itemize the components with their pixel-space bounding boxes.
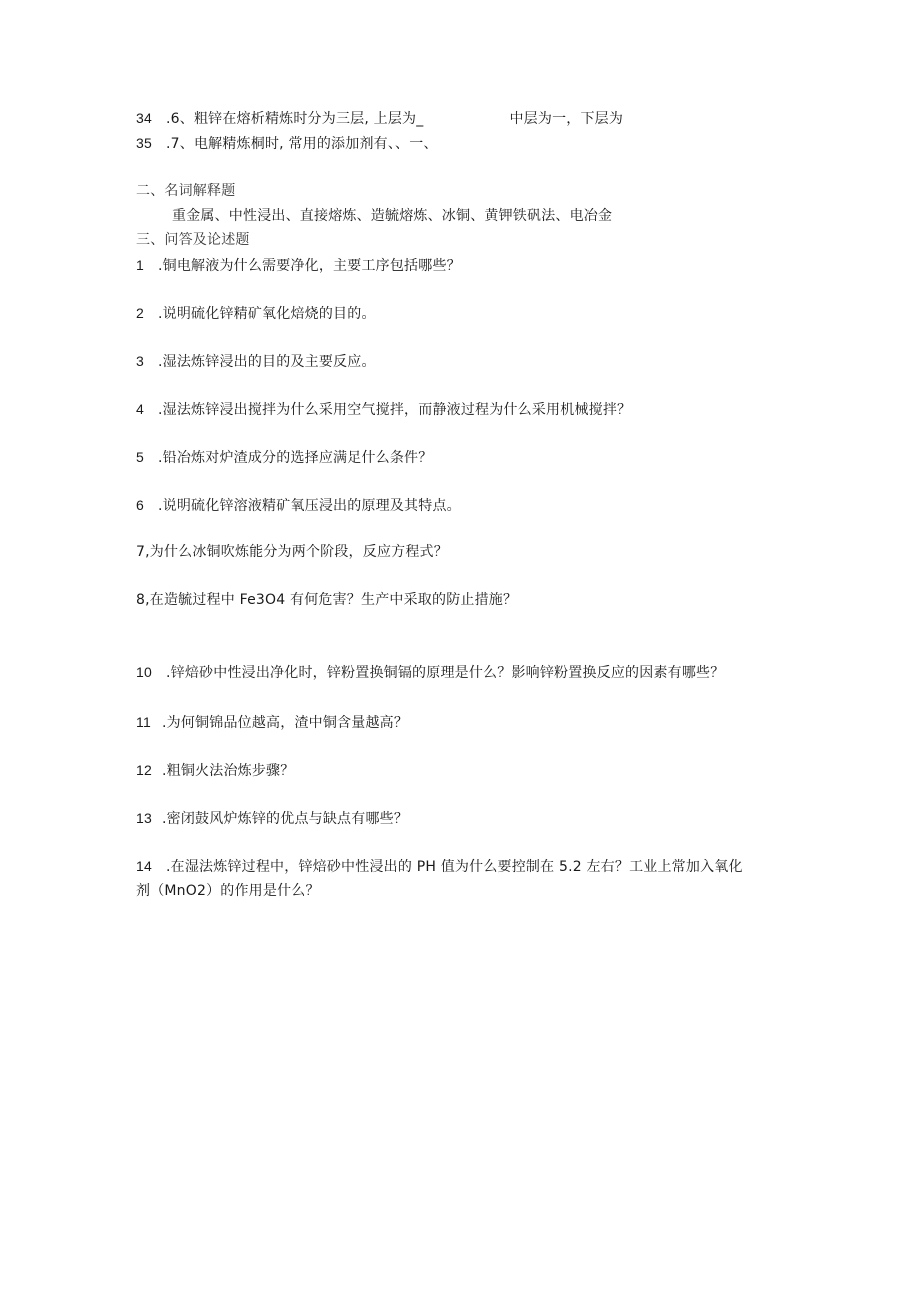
- question-text: .6、粗锌在熔析精炼时分为三层, 上层为_: [166, 111, 424, 127]
- section-heading-definitions: 二、名词解释题: [136, 183, 236, 199]
- question-text: .锌焙砂中性浸出净化时，锌粉置换铜镉的原理是什么？影响锌粉置换反应的因素有哪些？: [166, 665, 725, 681]
- question-text: .7、电解精炼桐时, 常用的添加剂有、、一、: [166, 136, 438, 152]
- question-number: 35: [136, 135, 152, 151]
- question-text: .说明硫化锌溶液精矿氧压浸出的原理及其特点。: [158, 498, 461, 514]
- question-number: 6: [136, 497, 144, 513]
- question-35: [136, 134, 438, 153]
- question-7: [136, 543, 448, 561]
- question-1: [136, 256, 461, 275]
- question-text: .密闭鼓风炉炼锌的优点与缺点有哪些？: [162, 811, 409, 827]
- question-number: 4: [136, 401, 144, 417]
- question-text-continued: 中层为一，下层为: [509, 111, 624, 127]
- question-2: [136, 304, 376, 323]
- question-number: 10: [136, 664, 152, 680]
- question-13: [136, 809, 408, 828]
- question-number: 2: [136, 305, 144, 321]
- question-4: [136, 400, 631, 419]
- question-8: [136, 591, 517, 609]
- question-text: .湿法炼锌浸出搅拌为什么采用空气搅拌，而静液过程为什么采用机械搅拌？: [158, 402, 632, 418]
- question-5: [136, 448, 432, 467]
- question-10: [136, 663, 724, 682]
- section-heading-questions: 三、问答及论述题: [136, 232, 250, 248]
- question-number: 1: [136, 257, 144, 273]
- question-number: 13: [136, 810, 152, 826]
- question-14: [136, 857, 743, 876]
- question-text: 8,在造毓过程中 Fe3O4 有何危害？生产中采取的防止措施？: [136, 592, 518, 608]
- question-34: [136, 109, 623, 128]
- question-text: .铜电解液为什么需要净化，主要工序包括哪些？: [158, 258, 461, 274]
- question-3: [136, 352, 376, 371]
- question-12: [136, 761, 294, 780]
- question-number: 5: [136, 449, 144, 465]
- definition-terms: 重金属、中性浸出、直接熔炼、造毓熔炼、冰铜、黄钾铁矾法、电冶金: [172, 208, 613, 224]
- question-number: 34: [136, 110, 152, 126]
- question-text: .粗铜火法治炼步骤？: [162, 763, 295, 779]
- question-number: 11: [136, 714, 151, 730]
- question-text: .铅冶炼对炉渣成分的选择应满足什么条件？: [158, 450, 433, 466]
- question-6: [136, 496, 461, 515]
- question-number: 14: [136, 858, 152, 874]
- question-text: .说明硫化锌精矿氧化焙烧的目的。: [158, 306, 376, 322]
- question-14-continuation: 剂（MnO2）的作用是什么？: [136, 883, 320, 899]
- question-text: 7,为什么冰铜吹炼能分为两个阶段，反应方程式？: [136, 544, 448, 560]
- question-text: .在湿法炼锌过程中，锌焙砂中性浸出的 PH 值为什么要控制在 5.2 左右？工业上常加入氧化: [166, 859, 743, 875]
- question-text: .为何铜锦品位越高，渣中铜含量越高？: [162, 715, 409, 731]
- question-text: .湿法炼锌浸出的目的及主要反应。: [158, 354, 376, 370]
- question-number: 12: [136, 762, 152, 778]
- question-number: 3: [136, 353, 144, 369]
- question-11: [136, 713, 408, 732]
